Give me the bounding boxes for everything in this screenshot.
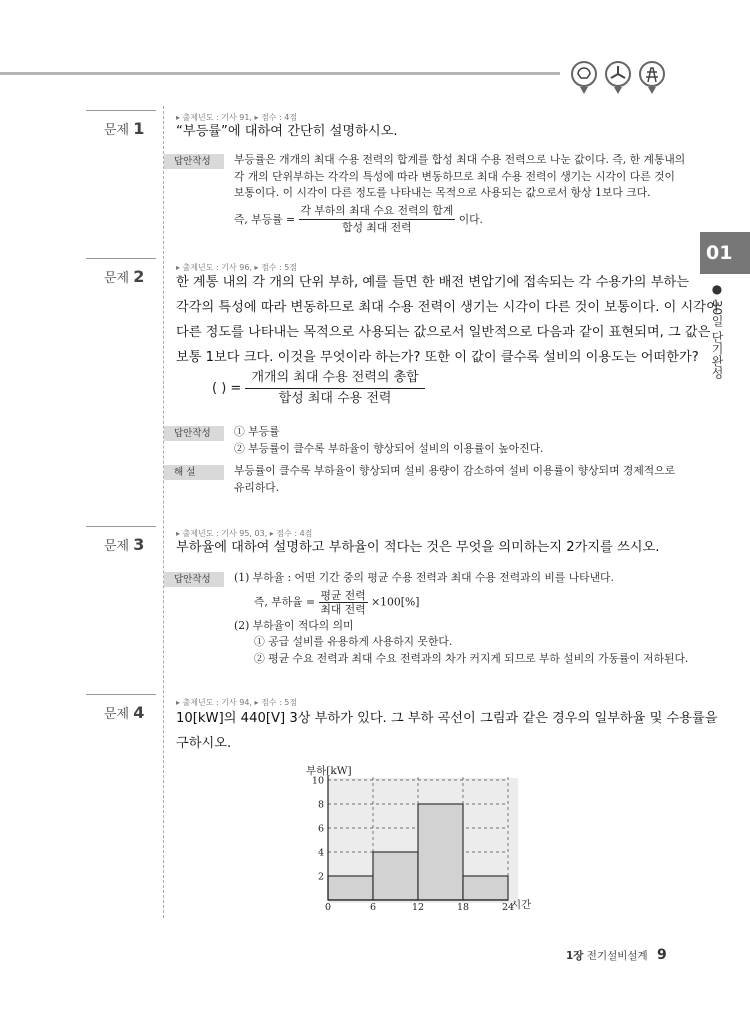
answer-line: (1) 부하율 : 어떤 기간 중의 평균 수용 전력과 최대 수용 전력과의 비를 나타낸다. xyxy=(234,571,614,584)
answer-line: 부등률은 개개의 최대 수용 전력의 합계를 합성 최대 수용 전력으로 나눈 값이다. 즉, 한 계통내의 xyxy=(234,153,686,166)
question-2-answer xyxy=(234,424,543,457)
question-1-header xyxy=(86,110,156,139)
footer-chapter: 1장 xyxy=(566,950,584,962)
fan-icon xyxy=(606,62,630,94)
question-2-header xyxy=(86,258,156,287)
chart-step-bar xyxy=(463,876,508,900)
question-2-meta: ▸ 출제년도 : 기사 96, ▸ 점수 : 5점 xyxy=(176,263,298,272)
question-text-line: 한 계통 내의 각 개의 단위 부하, 예를 들면 한 배전 변압기에 접속되는 각 수용가의 부하는 xyxy=(176,275,689,290)
answer-formula xyxy=(234,203,685,237)
answer-tag: 답안작성 xyxy=(164,572,224,587)
chart-x-tick-label: 0 xyxy=(324,902,332,913)
answer-line: 각 개의 단위부하는 각각의 특성에 따라 변동하므로 최대 수용 전력이 생기는 시각이 다른 것이 xyxy=(234,169,675,183)
formula-denominator: 최대 전력 xyxy=(320,602,366,616)
formula-denominator: 합성 최대 전력 xyxy=(342,221,412,234)
chart-x-tick-label: 24 xyxy=(501,902,515,913)
answer-tag: 답안작성 xyxy=(164,426,224,441)
formula-prefix: 즉, 부하율 = xyxy=(254,595,316,608)
question-1-meta: ▸ 출제년도 : 기사 91, ▸ 점수 : 4점 xyxy=(176,113,298,122)
page-number: 9 xyxy=(657,947,667,963)
header-icons xyxy=(566,60,676,96)
chapter-tab-text: 30일 단기완성 xyxy=(710,299,724,379)
question-1-answer xyxy=(234,152,685,237)
chart-x-axis-label: 시간 xyxy=(511,899,532,911)
question-text-line: 다른 정도를 나타내는 목적으로 사용되는 값으로서 일반적으로 다음과 같이 표현되며, 그 값은 xyxy=(176,325,711,340)
footer-title: 전기설비설계 xyxy=(586,950,648,962)
bulb-icon xyxy=(572,62,596,94)
chart-y-axis-label: 부하[kW] xyxy=(306,765,352,777)
explanation-line: 부등률이 클수록 부하율이 향상되며 설비 용량이 감소하여 설비 이용률이 향상되며 경제적으로 xyxy=(234,464,676,477)
chapter-tab xyxy=(700,232,750,274)
margin-divider xyxy=(163,106,164,918)
question-label: 문제 xyxy=(104,707,130,722)
question-text-line: 각각의 특성에 따라 변동하므로 최대 수용 전력이 생기는 시각이 다른 것이 보통이다. 이 시각이 xyxy=(176,300,719,315)
chart-step-bar xyxy=(373,852,418,900)
answer-formula xyxy=(234,589,688,616)
chart-y-tick-label: 8 xyxy=(317,799,324,811)
question-label: 문제 xyxy=(104,123,130,138)
answer-line: ② 부등률이 클수록 부하율이 향상되어 설비의 이용률이 높아진다. xyxy=(234,441,544,455)
chart-step-bar xyxy=(328,876,373,900)
question-3-answer xyxy=(234,570,688,667)
question-text-line: “부등률”에 대하여 간단히 설명하시오. xyxy=(176,124,398,139)
answer-line: ① 부등률 xyxy=(234,425,280,438)
formula-prefix: 즉, 부등률 = xyxy=(234,212,296,226)
load-curve-chart xyxy=(300,760,550,920)
question-3-header xyxy=(86,526,156,555)
formula-fraction xyxy=(319,589,368,616)
formula-denominator: 합성 최대 수용 전력 xyxy=(278,391,392,406)
answer-tag: 답안작성 xyxy=(164,154,224,169)
chart-y-tick-label: 6 xyxy=(317,823,324,835)
explain-tag: 해 설 xyxy=(164,465,224,480)
question-label: 문제 xyxy=(104,539,130,554)
tower-icon xyxy=(640,62,664,94)
question-text-line: 부하율에 대하여 설명하고 부하율이 적다는 것은 무엇을 의미하는지 2가지를 쓰시오. xyxy=(176,540,660,555)
chart-step-bar xyxy=(418,804,463,900)
formula-suffix: 이다. xyxy=(458,212,483,226)
question-2-text xyxy=(176,270,719,370)
formula-numerator: 개개의 최대 수용 전력의 총합 xyxy=(245,368,424,389)
question-4-meta: ▸ 출제년도 : 기사 94, ▸ 점수 : 5점 xyxy=(176,698,298,707)
chart-y-tick-label: 4 xyxy=(317,847,324,859)
question-3-meta: ▸ 출제년도 : 기사 95, 03, ▸ 점수 : 4점 xyxy=(176,529,313,538)
formula-numerator: 평균 전력 xyxy=(320,588,366,602)
question-number: 4 xyxy=(133,703,145,722)
formula-suffix: ×100[%] xyxy=(371,595,420,608)
chart-x-tick-label: 12 xyxy=(411,902,425,913)
question-number: 3 xyxy=(133,535,145,554)
chart-y-tick-label: 10 xyxy=(311,775,324,787)
question-4-header xyxy=(86,694,156,723)
formula-fraction xyxy=(299,203,456,237)
header-rule xyxy=(0,72,560,75)
formula-fraction xyxy=(245,368,424,409)
question-number: 1 xyxy=(133,119,145,138)
question-4-text xyxy=(176,706,717,756)
chart-x-tick-label: 6 xyxy=(369,902,377,913)
answer-subitem: ① 공급 설비를 유용하게 사용하지 못한다. xyxy=(254,635,453,648)
chart-y-tick-label: 2 xyxy=(317,871,324,883)
question-text-line: 보통 1보다 크다. 이것을 무엇이라 하는가? 또한 이 값이 클수록 설비의 이용도는 어떠한가? xyxy=(176,350,699,365)
answer-line: 보통이다. 이 시각이 다른 정도를 나타내는 목적으로 사용되는 값으로서 항상 1보다 크다. xyxy=(234,186,651,199)
formula-prefix: ( ) = xyxy=(212,381,242,396)
question-text-line: 10[kW]의 440[V] 3상 부하가 있다. 그 부하 곡선이 그림과 같은 경우의 일부하율 및 수용률을 xyxy=(176,711,718,726)
answer-subitem: ② 평균 수요 전력과 최대 수요 전력과의 차가 커지게 되므로 부하 설비의 가동률이 저하된다. xyxy=(254,651,689,665)
answer-line: (2) 부하율이 적다의 의미 xyxy=(234,618,354,632)
question-1-text xyxy=(176,119,398,144)
page-footer xyxy=(566,947,667,963)
question-text-line: 구하시오. xyxy=(176,736,232,751)
question-3-text xyxy=(176,535,659,560)
chart-x-tick-label: 18 xyxy=(456,902,470,913)
question-number: 2 xyxy=(133,267,145,286)
explanation-line: 유리하다. xyxy=(234,480,280,494)
chapter-tab-number: 01 xyxy=(706,242,733,264)
chapter-tab-label: ● 30일 단기완성 xyxy=(710,282,724,379)
question-2-explanation xyxy=(234,463,675,496)
formula-numerator: 각 부하의 최대 수요 전력의 합계 xyxy=(299,203,456,221)
question-label: 문제 xyxy=(104,271,130,286)
question-2-formula xyxy=(212,368,425,409)
